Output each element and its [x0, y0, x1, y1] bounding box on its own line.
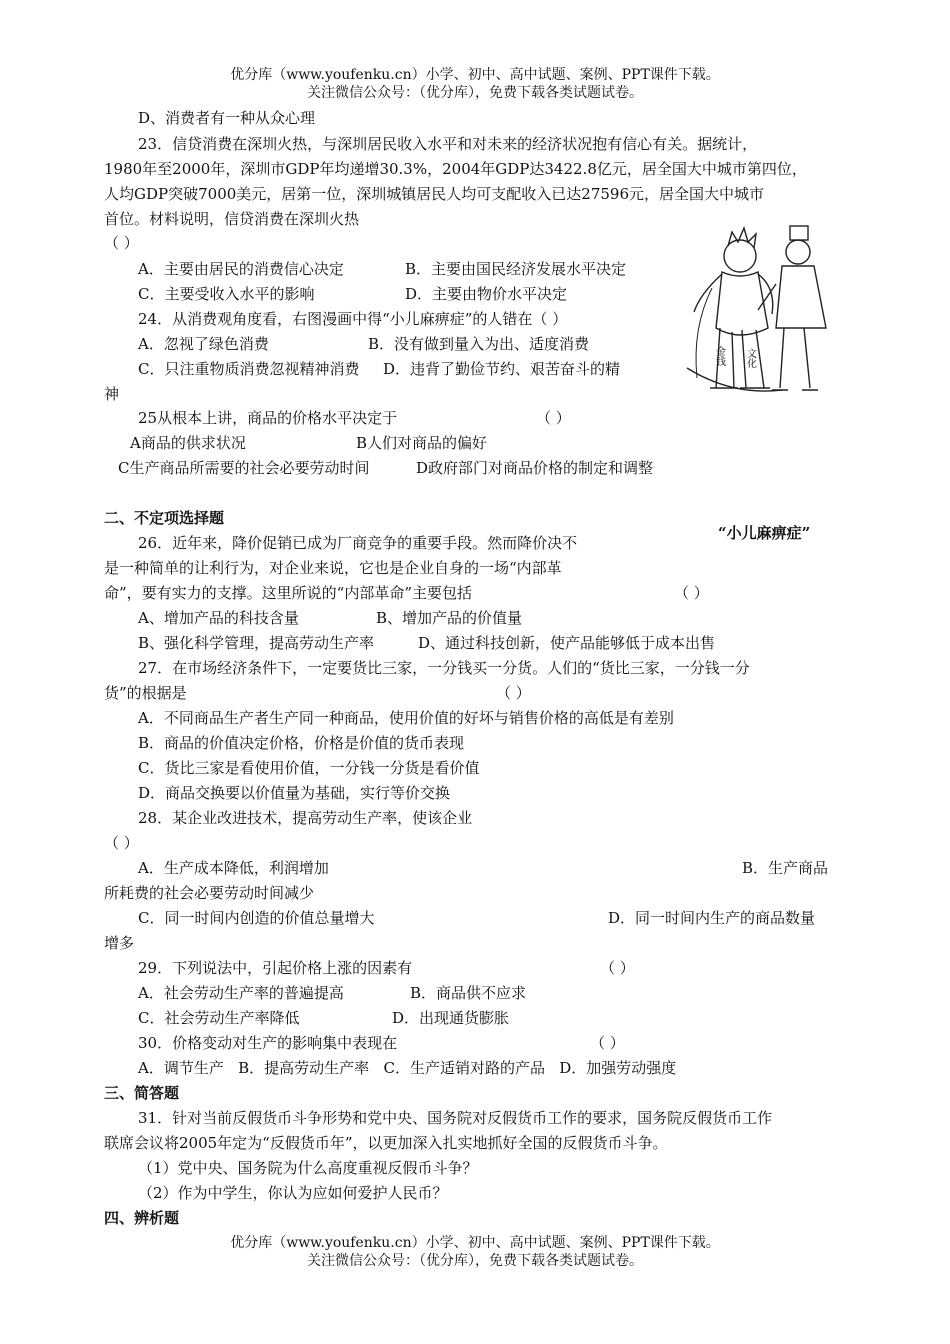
section-4-title: 四、辨析题: [104, 1209, 180, 1227]
q24-option-d-line-1: D．违背了勤俭节约、艰苦奋斗的精: [383, 360, 621, 378]
q25-option-c: C生产商品所需要的社会必要劳动时间: [118, 459, 370, 477]
q29-option-d: D．出现通货膨胀: [392, 1009, 510, 1027]
q24-option-a: A．忽视了绿色消费: [138, 335, 269, 353]
q24-stem: 24．从消费观角度看，右图漫画中得“小儿麻痹症”的人错在（ ）: [138, 310, 568, 328]
q28-option-d-line-1: D．同一时间内生产的商品数量: [608, 909, 816, 927]
q29-answer-bracket: （ ）: [600, 959, 635, 977]
q23-line-2: 1980年至2000年，深圳市GDP年均递增30.3%，2004年GDP达3422.8亿元，居全国大中城市第四位，: [104, 160, 807, 178]
q27-option-c: C．货比三家是看使用价值，一分钱一分货是看价值: [138, 759, 480, 777]
header-line-2: 关注微信公众号：（优分库），免费下载各类试题试卷。: [307, 85, 643, 101]
footer-line-1: 优分库（www.youfenku.cn）小学、初中、高中试题、案例、PPT课件下载。: [230, 1235, 720, 1251]
q22-option-d: D、消费者有一种从众心理: [138, 109, 316, 127]
q28-option-c: C．同一时间内创造的价值总量增大: [138, 909, 375, 927]
cartoon-leg-label-money: 金钱: [713, 346, 725, 366]
cartoon-illustration: [672, 218, 832, 398]
cartoon-caption: “小儿麻痹症”: [718, 524, 811, 542]
q23-answer-bracket: （ ）: [104, 234, 139, 252]
q30-stem: 30．价格变动对生产的影响集中表现在: [138, 1034, 398, 1052]
q23-line-1: 23．信贷消费在深圳火热，与深圳居民收入水平和对未来的经济状况抱有信心有关。据统计，: [138, 135, 758, 153]
q24-option-b: B．没有做到量入为出、适度消费: [368, 335, 590, 353]
q26-answer-bracket: （ ）: [674, 584, 709, 602]
header-line-1: 优分库（www.youfenku.cn）小学、初中、高中试题、案例、PPT课件下载。: [230, 67, 720, 83]
section-2-title: 二、不定项选择题: [104, 509, 225, 527]
q27-line-1: 27．在市场经济条件下，一定要货比三家，一分钱买一分货。人们的“货比三家，一分钱一分: [138, 659, 750, 677]
q23-option-d: D．主要由物价水平决定: [405, 285, 568, 303]
q25-option-b: B人们对商品的偏好: [356, 434, 488, 452]
q23-line-4: 首位。材料说明，信贷消费在深圳火热: [104, 210, 360, 228]
section-3-title: 三、简答题: [104, 1084, 180, 1102]
q28-option-b-line-1: B．生产商品: [742, 859, 829, 877]
q30-options: A．调节生产 B．提高劳动生产率 C．生产适销对路的产品 D．加强劳动强度: [138, 1059, 677, 1077]
q24-option-d-line-2: 神: [104, 385, 120, 403]
q23-option-a: A．主要由居民的消费信心决定: [138, 260, 344, 278]
q25-answer-bracket: （ ）: [536, 409, 571, 427]
footer-line-2: 关注微信公众号：（优分库），免费下载各类试题试卷。: [307, 1253, 643, 1269]
q31-sub-question-1: （1）党中央、国务院为什么高度重视反假币斗争？: [138, 1159, 478, 1177]
q28-answer-bracket: （ ）: [104, 834, 139, 852]
q29-option-b: B．商品供不应求: [410, 984, 527, 1002]
q26-option-a: A、增加产品的科技含量: [138, 609, 299, 627]
q27-option-d: D．商品交换要以价值量为基础，实行等价交换: [138, 784, 451, 802]
q26-option-b2: B、强化科学管理，提高劳动生产率: [138, 634, 375, 652]
q31-line-2: 联席会议将2005年定为“反假货币年”，以更加深入扎实地抓好全国的反假货币斗争。: [104, 1134, 668, 1152]
q26-line-3: 命”，要有实力的支撑。这里所说的“内部革命”主要包括: [104, 584, 473, 602]
q24-option-c: C．只注重物质消费忽视精神消费: [138, 360, 360, 378]
q27-option-a: A．不同商品生产者生产同一种商品，使用价值的好坏与销售价格的高低是有差别: [138, 709, 674, 727]
q31-sub-question-2: （2）作为中学生，你认为应如何爱护人民币？: [138, 1184, 448, 1202]
q28-stem: 28．某企业改进技术，提高劳动生产率，使该企业: [138, 809, 473, 827]
q28-option-d-line-2: 增多: [104, 934, 135, 952]
q27-option-b: B．商品的价值决定价格，价格是价值的货币表现: [138, 734, 465, 752]
q29-stem: 29．下列说法中，引起价格上涨的因素有: [138, 959, 413, 977]
q25-option-d: D政府部门对商品价格的制定和调整: [416, 459, 654, 477]
q25-stem: 25从根本上讲，商品的价格水平决定于: [138, 409, 398, 427]
q30-answer-bracket: （ ）: [590, 1034, 625, 1052]
q31-line-1: 31．针对当前反假货币斗争形势和党中央、国务院对反假货币工作的要求，国务院反假货币工作: [138, 1109, 773, 1127]
q25-option-a: A商品的供求状况: [130, 434, 246, 452]
q27-answer-bracket: （ ）: [496, 684, 531, 702]
q23-option-b: B．主要由国民经济发展水平决定: [405, 260, 627, 278]
q26-option-b: B、增加产品的价值量: [376, 609, 523, 627]
q26-line-2: 是一种简单的让利行为，对企业来说，它也是企业自身的一场“内部革: [104, 559, 562, 577]
q28-option-b-line-2: 所耗费的社会必要劳动时间减少: [104, 884, 315, 902]
cartoon-leg-label-culture: 文化: [744, 348, 756, 368]
q23-option-c: C．主要受收入水平的影响: [138, 285, 315, 303]
q26-line-1: 26．近年来，降价促销已成为厂商竞争的重要手段。然而降价决不: [138, 534, 578, 552]
q29-option-a: A．社会劳动生产率的普遍提高: [138, 984, 344, 1002]
q27-line-2: 货”的根据是: [104, 684, 187, 702]
q28-option-a: A．生产成本降低，利润增加: [138, 859, 329, 877]
q29-option-c: C．社会劳动生产率降低: [138, 1009, 300, 1027]
q26-option-d: D、通过科技创新，使产品能够低于成本出售: [418, 634, 716, 652]
q23-line-3: 人均GDP突破7000美元，居第一位，深圳城镇居民人均可支配收入已达27596元，居全国大中城市: [104, 185, 764, 203]
